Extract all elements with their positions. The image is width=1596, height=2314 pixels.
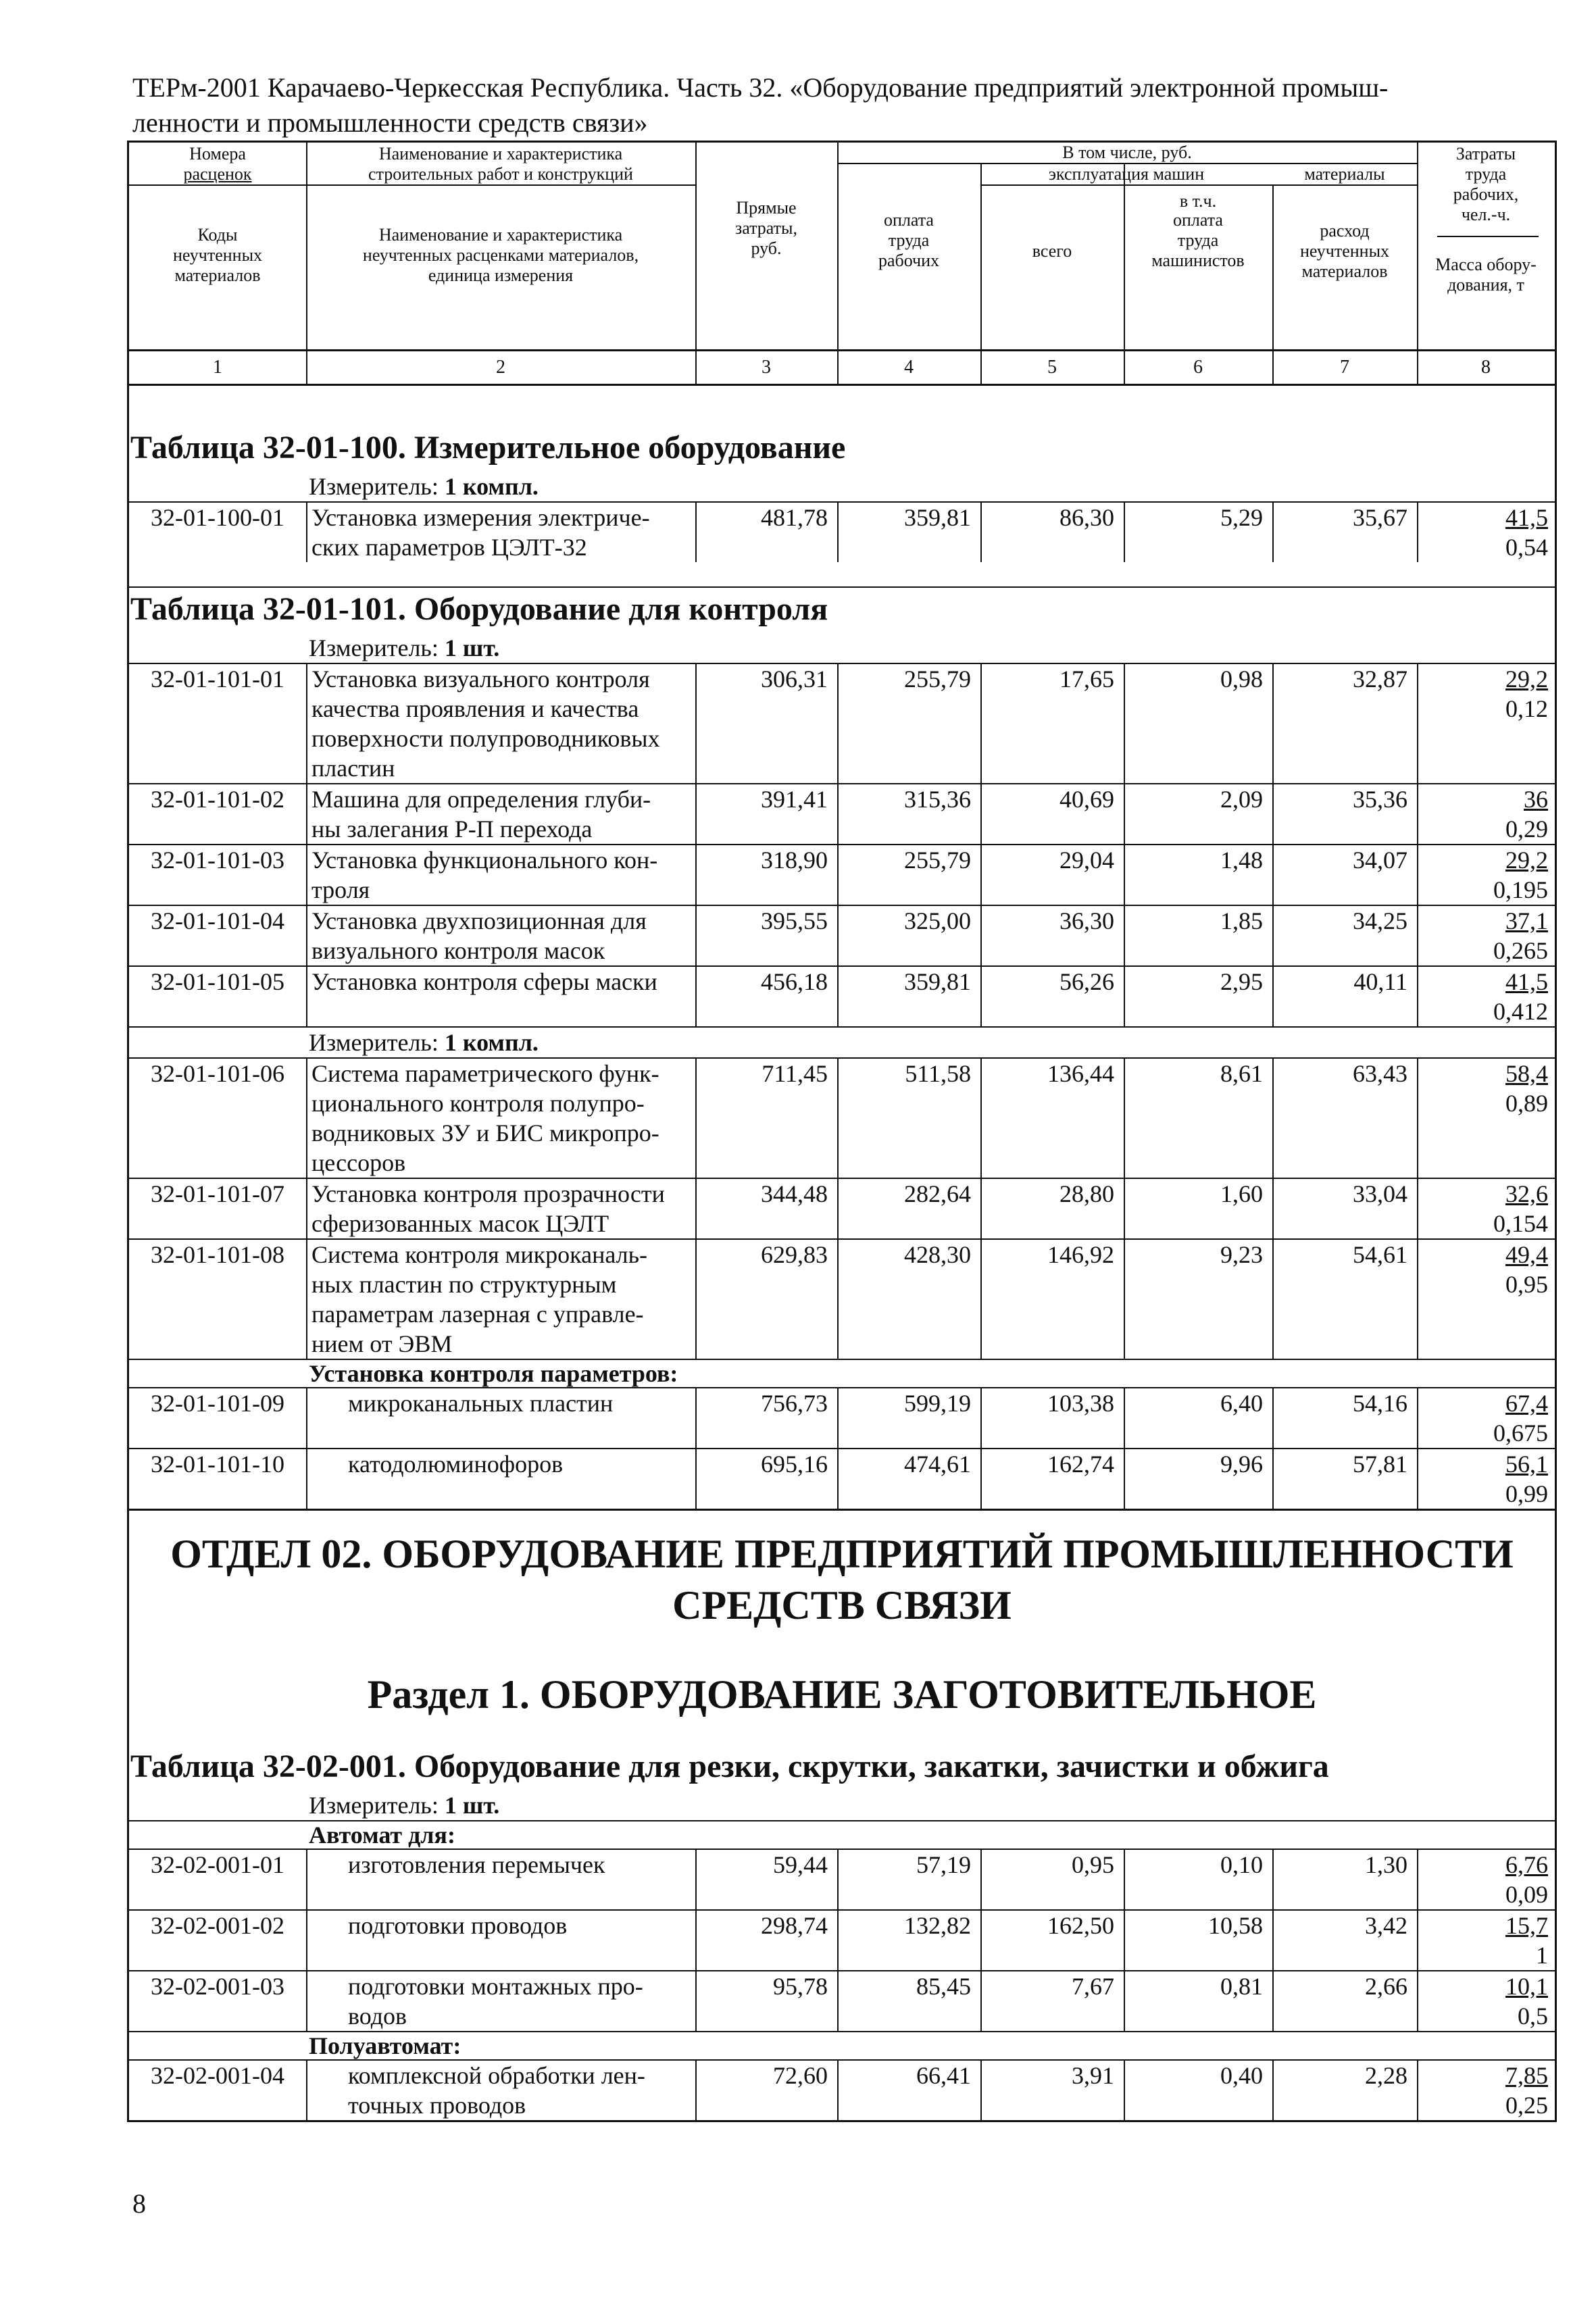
work-name-line: изготовления перемычек <box>348 1851 605 1878</box>
labor-hours: 6,76 <box>1505 1851 1548 1878</box>
table-row <box>129 1238 1555 1359</box>
table-row <box>129 1970 1555 2031</box>
labor-hours: 36 <box>1524 786 1548 813</box>
labor-mass <box>1417 1971 1555 2031</box>
labor-mass <box>1417 1179 1555 1238</box>
machinist-pay: 9,23 <box>1124 1240 1272 1359</box>
col-num-8: 8 <box>1481 357 1491 378</box>
labor-hours: 32,6 <box>1505 1180 1548 1207</box>
rate-code: 32-01-100-01 <box>151 504 284 531</box>
work-name-line: микроканальных пластин <box>348 1390 614 1417</box>
equipment-mass: 0,12 <box>1505 695 1548 722</box>
col-naim-1: Наименование и характеристика <box>378 144 623 164</box>
col-oplata-2: труда <box>888 230 930 250</box>
materials-cost: 57,81 <box>1272 1449 1417 1509</box>
work-name-line: пластин <box>311 755 395 782</box>
machinist-pay: 8,61 <box>1124 1059 1272 1178</box>
rate-code: 32-02-001-04 <box>151 2062 284 2089</box>
machinist-pay: 0,98 <box>1124 664 1272 783</box>
col-rashod-1: расход <box>1320 221 1370 241</box>
col-num-6: 6 <box>1193 357 1203 378</box>
work-name-line: нием от ЭВМ <box>311 1330 453 1357</box>
table-row <box>129 965 1555 1026</box>
work-name <box>306 2061 695 2120</box>
labor-mass <box>1417 1449 1555 1509</box>
direct-costs: 456,18 <box>695 967 837 1026</box>
col-zatraty-1: Затраты <box>1455 144 1516 164</box>
col-oplata-3: рабочих <box>878 251 940 270</box>
materials-cost: 34,25 <box>1272 906 1417 965</box>
col-naim-3: Наименование и характеристика <box>378 225 623 245</box>
machine-total: 86,30 <box>980 503 1124 562</box>
col-pryamye-2: затраты, <box>734 218 797 238</box>
work-name <box>306 784 695 844</box>
equipment-mass: 0,25 <box>1505 2092 1548 2119</box>
work-name-line: Установка контроля сферы маски <box>311 968 657 995</box>
col-naim-5: единица измерения <box>428 266 574 285</box>
col-pryamye-1: Прямые <box>736 198 797 218</box>
col-vtch-2: оплата <box>1173 210 1223 230</box>
machine-total: 103,38 <box>980 1388 1124 1448</box>
work-name-line: Установка контроля прозрачности <box>311 1180 665 1207</box>
price-table <box>127 141 1557 2122</box>
col-oplata-1: оплата <box>884 210 934 230</box>
labor-pay: 255,79 <box>837 845 980 905</box>
machine-total: 162,50 <box>980 1911 1124 1970</box>
work-name-line: Установка функционального кон- <box>311 847 658 874</box>
machinist-pay: 6,40 <box>1124 1388 1272 1448</box>
labor-mass <box>1417 664 1555 783</box>
equipment-mass: 0,154 <box>1493 1210 1548 1237</box>
labor-pay: 325,00 <box>837 906 980 965</box>
work-name-line: визуального контроля масок <box>311 937 605 964</box>
col-num-7: 7 <box>1340 357 1349 378</box>
materials-cost: 34,07 <box>1272 845 1417 905</box>
equipment-mass: 0,412 <box>1493 998 1548 1025</box>
group-label: Автомат для: <box>129 1820 1555 1848</box>
machinist-pay: 0,40 <box>1124 2061 1272 2120</box>
direct-costs: 306,31 <box>695 664 837 783</box>
column-numbers <box>129 351 1555 386</box>
equipment-mass: 0,29 <box>1505 815 1548 842</box>
labor-pay: 85,45 <box>837 1971 980 2031</box>
equipment-mass: 0,54 <box>1505 534 1548 561</box>
labor-pay: 315,36 <box>837 784 980 844</box>
col-nomera: Номера <box>189 144 246 164</box>
equipment-mass: 0,195 <box>1493 876 1548 903</box>
col-num-2: 2 <box>496 357 505 378</box>
work-name <box>306 1388 695 1448</box>
labor-pay: 359,81 <box>837 503 980 562</box>
equipment-mass: 1 <box>1536 1942 1548 1969</box>
machinist-pay: 1,85 <box>1124 906 1272 965</box>
work-name-line: катодолюминофоров <box>348 1451 564 1478</box>
labor-mass <box>1417 1388 1555 1448</box>
work-name-line: ских параметров ЦЭЛТ-32 <box>311 534 587 561</box>
col-num-5: 5 <box>1047 357 1057 378</box>
labor-mass <box>1417 967 1555 1026</box>
col-naim-2: строительных работ и конструкций <box>368 164 633 184</box>
machinist-pay: 0,10 <box>1124 1850 1272 1909</box>
work-name-line: ных пластин по структурным <box>311 1271 617 1298</box>
work-name-line: подготовки проводов <box>348 1912 568 1939</box>
work-name-line: сферизованных масок ЦЭЛТ <box>311 1210 609 1237</box>
labor-mass <box>1417 503 1555 562</box>
machine-total: 0,95 <box>980 1850 1124 1909</box>
col-neuchtennyh: неучтенных <box>172 245 263 265</box>
column-header <box>129 141 1555 351</box>
equipment-mass: 0,265 <box>1493 937 1548 964</box>
rate-code: 32-02-001-01 <box>151 1851 284 1878</box>
labor-hours: 41,5 <box>1505 968 1548 995</box>
work-name-line: параметрам лазерная с управле- <box>311 1301 644 1328</box>
labor-hours: 56,1 <box>1505 1451 1548 1478</box>
direct-costs: 695,16 <box>695 1449 837 1509</box>
machine-total: 3,91 <box>980 2061 1124 2120</box>
rate-code: 32-01-101-05 <box>151 968 284 995</box>
col-pryamye-3: руб. <box>751 238 782 258</box>
col-vsego: всего <box>1032 241 1072 261</box>
col-kody: Коды <box>197 225 238 245</box>
work-name-line: качества проявления и качества <box>311 695 639 722</box>
rate-code: 32-01-101-09 <box>151 1390 284 1417</box>
machine-total: 17,65 <box>980 664 1124 783</box>
col-rashod-2: неучтенных <box>1299 241 1390 261</box>
work-name-line: водов <box>348 2003 407 2030</box>
labor-hours: 41,5 <box>1505 504 1548 531</box>
work-name-line: Система параметрического функ- <box>311 1060 659 1087</box>
rate-code: 32-01-101-03 <box>151 847 284 874</box>
machinist-pay: 9,96 <box>1124 1449 1272 1509</box>
col-vtch-1: в т.ч. <box>1179 191 1217 211</box>
work-name-line: ционального контроля полупро- <box>311 1090 645 1117</box>
col-materialov: материалов <box>174 266 261 285</box>
rate-code: 32-02-001-02 <box>151 1912 284 1939</box>
labor-mass <box>1417 1850 1555 1909</box>
materials-cost: 35,67 <box>1272 503 1417 562</box>
materials-cost: 54,61 <box>1272 1240 1417 1359</box>
work-name-line: подготовки монтажных про- <box>348 1973 643 2000</box>
labor-hours: 58,4 <box>1505 1060 1548 1087</box>
measure-unit: Измеритель: 1 шт. <box>309 1792 500 1819</box>
table-row <box>129 905 1555 965</box>
table-row <box>129 1448 1555 1509</box>
machine-total: 56,26 <box>980 967 1124 1026</box>
machine-total: 146,92 <box>980 1240 1124 1359</box>
machine-total: 7,67 <box>980 1971 1124 2031</box>
work-name-line: троля <box>311 876 370 903</box>
measure-unit: Измеритель: 1 шт. <box>309 634 500 661</box>
subsection-heading: Раздел 1. ОБОРУДОВАНИЕ ЗАГОТОВИТЕЛЬНОЕ <box>367 1672 1317 1717</box>
equipment-mass: 0,5 <box>1518 2003 1548 2030</box>
direct-costs: 391,41 <box>695 784 837 844</box>
col-zatraty-4: чел.-ч. <box>1461 205 1511 224</box>
table-row <box>129 1387 1555 1448</box>
direct-costs: 756,73 <box>695 1388 837 1448</box>
equipment-mass: 0,89 <box>1505 1090 1548 1117</box>
table-row <box>129 844 1555 905</box>
machine-total: 29,04 <box>980 845 1124 905</box>
section-heading: ОТДЕЛ 02. ОБОРУДОВАНИЕ ПРЕДПРИЯТИЙ ПРОМЫШЛЕННОСТИ СРЕДСТВ СВЯЗИ <box>129 1509 1555 1644</box>
col-massa-1: Масса обору- <box>1435 255 1537 274</box>
machine-total: 162,74 <box>980 1449 1124 1509</box>
labor-pay: 474,61 <box>837 1449 980 1509</box>
work-name <box>306 1240 695 1359</box>
group-label: Полуавтомат: <box>129 2031 1555 2059</box>
work-name <box>306 906 695 965</box>
machinist-pay: 0,81 <box>1124 1971 1272 2031</box>
machine-total: 36,30 <box>980 906 1124 965</box>
col-naim-4: неучтенных расценками материалов, <box>362 245 639 265</box>
labor-hours: 7,85 <box>1505 2062 1548 2089</box>
materials-cost: 2,28 <box>1272 2061 1417 2120</box>
rate-code: 32-01-101-10 <box>151 1451 284 1478</box>
measure-unit: Измеритель: 1 компл. <box>309 473 539 500</box>
col-vtom: В том числе, руб. <box>1062 143 1192 162</box>
col-num-1: 1 <box>213 357 222 378</box>
labor-mass <box>1417 784 1555 844</box>
direct-costs: 59,44 <box>695 1850 837 1909</box>
table-row <box>129 501 1555 562</box>
work-name-line: Установка двухпозиционная для <box>311 907 647 934</box>
labor-mass <box>1417 1240 1555 1359</box>
col-rascenok: расценок <box>183 164 252 184</box>
materials-cost: 3,42 <box>1272 1911 1417 1970</box>
work-name-line: Установка измерения электриче- <box>311 504 650 531</box>
header-line-1: ТЕРм-2001 Карачаево-Черкесская Республика. Часть 32. «Оборудование предприятий электронной промыш- <box>132 72 1389 103</box>
labor-mass <box>1417 845 1555 905</box>
labor-mass <box>1417 2061 1555 2120</box>
machine-total: 28,80 <box>980 1179 1124 1238</box>
labor-mass <box>1417 1059 1555 1178</box>
col-materialy: материалы <box>1304 164 1385 184</box>
labor-hours: 67,4 <box>1505 1390 1548 1417</box>
labor-pay: 599,19 <box>837 1388 980 1448</box>
header-line-2: ленности и промышленности средств связи» <box>132 107 648 138</box>
work-name <box>306 1850 695 1909</box>
col-vtch-4: машинистов <box>1151 251 1245 270</box>
table-row <box>129 1057 1555 1178</box>
col-num-4: 4 <box>904 357 914 378</box>
labor-pay: 255,79 <box>837 664 980 783</box>
measure-unit: Измеритель: 1 компл. <box>129 1026 1555 1057</box>
table-row <box>129 663 1555 783</box>
machine-total: 40,69 <box>980 784 1124 844</box>
direct-costs: 95,78 <box>695 1971 837 2031</box>
col-rashod-3: материалов <box>1301 261 1388 281</box>
table-row <box>129 783 1555 844</box>
labor-hours: 15,7 <box>1505 1912 1548 1939</box>
group-label: Установка контроля параметров: <box>129 1359 1555 1387</box>
col-ekspl: эксплуатация машин <box>1048 164 1205 184</box>
work-name <box>306 1179 695 1238</box>
table-row <box>129 1909 1555 1970</box>
table-row <box>129 2059 1555 2120</box>
direct-costs: 629,83 <box>695 1240 837 1359</box>
table-title-32-02-001: Таблица 32-02-001. Оборудование для резки, скрутки, закатки, зачистки и обжига <box>130 1749 1329 1784</box>
work-name <box>306 1449 695 1509</box>
machinist-pay: 10,58 <box>1124 1911 1272 1970</box>
page-header <box>132 70 1484 141</box>
equipment-mass: 0,09 <box>1505 1881 1548 1908</box>
work-name-line: Установка визуального контроля <box>311 665 650 693</box>
labor-hours: 29,2 <box>1505 847 1548 874</box>
work-name <box>306 503 695 562</box>
direct-costs: 344,48 <box>695 1179 837 1238</box>
work-name-line: цессоров <box>311 1149 406 1176</box>
page-number: 8 <box>132 2188 146 2219</box>
labor-pay: 282,64 <box>837 1179 980 1238</box>
equipment-mass: 0,675 <box>1493 1419 1548 1447</box>
materials-cost: 54,16 <box>1272 1388 1417 1448</box>
materials-cost: 1,30 <box>1272 1850 1417 1909</box>
labor-hours: 10,1 <box>1505 1973 1548 2000</box>
table-row <box>129 1848 1555 1909</box>
work-name-line: поверхности полупроводниковых <box>311 725 660 752</box>
labor-pay: 132,82 <box>837 1911 980 1970</box>
work-name-line: ны залегания Р-П перехода <box>311 815 593 842</box>
equipment-mass: 0,95 <box>1505 1271 1548 1298</box>
work-name <box>306 1059 695 1178</box>
col-massa-2: дования, т <box>1447 275 1524 295</box>
labor-mass <box>1417 1911 1555 1970</box>
machinist-pay: 1,48 <box>1124 845 1272 905</box>
machinist-pay: 5,29 <box>1124 503 1272 562</box>
equipment-mass: 0,99 <box>1505 1480 1548 1507</box>
labor-pay: 511,58 <box>837 1059 980 1178</box>
col-num-3: 3 <box>762 357 771 378</box>
labor-pay: 359,81 <box>837 967 980 1026</box>
direct-costs: 481,78 <box>695 503 837 562</box>
materials-cost: 2,66 <box>1272 1971 1417 2031</box>
labor-pay: 57,19 <box>837 1850 980 1909</box>
machinist-pay: 1,60 <box>1124 1179 1272 1238</box>
col-zatraty-2: труда <box>1465 164 1507 184</box>
rate-code: 32-01-101-01 <box>151 665 284 693</box>
rate-code: 32-01-101-04 <box>151 907 284 934</box>
direct-costs: 711,45 <box>695 1059 837 1178</box>
direct-costs: 318,90 <box>695 845 837 905</box>
materials-cost: 40,11 <box>1272 967 1417 1026</box>
rate-code: 32-01-101-02 <box>151 786 284 813</box>
direct-costs: 72,60 <box>695 2061 837 2120</box>
rate-code: 32-01-101-07 <box>151 1180 284 1207</box>
work-name-line: точных проводов <box>348 2092 526 2119</box>
work-name-line: Система контроля микроканаль- <box>311 1241 648 1268</box>
direct-costs: 298,74 <box>695 1911 837 1970</box>
materials-cost: 63,43 <box>1272 1059 1417 1178</box>
work-name <box>306 664 695 783</box>
work-name <box>306 1911 695 1970</box>
table-title-32-01-100: Таблица 32-01-100. Измерительное оборудование <box>130 430 846 466</box>
labor-hours: 29,2 <box>1505 665 1548 693</box>
rate-code: 32-01-101-06 <box>151 1060 284 1087</box>
rate-code: 32-02-001-03 <box>151 1973 284 2000</box>
labor-pay: 428,30 <box>837 1240 980 1359</box>
work-name-line: Машина для определения глуби- <box>311 786 651 813</box>
work-name <box>306 1971 695 2031</box>
labor-hours: 49,4 <box>1505 1241 1548 1268</box>
machinist-pay: 2,95 <box>1124 967 1272 1026</box>
rate-code: 32-01-101-08 <box>151 1241 284 1268</box>
table-title-32-01-101: Таблица 32-01-101. Оборудование для контроля <box>129 586 1555 633</box>
materials-cost: 35,36 <box>1272 784 1417 844</box>
direct-costs: 395,55 <box>695 906 837 965</box>
machinist-pay: 2,09 <box>1124 784 1272 844</box>
materials-cost: 33,04 <box>1272 1179 1417 1238</box>
table-row <box>129 1178 1555 1238</box>
col-vtch-3: труда <box>1177 230 1219 250</box>
labor-hours: 37,1 <box>1505 907 1548 934</box>
labor-mass <box>1417 906 1555 965</box>
materials-cost: 32,87 <box>1272 664 1417 783</box>
work-name <box>306 845 695 905</box>
work-name <box>306 967 695 1026</box>
labor-pay: 66,41 <box>837 2061 980 2120</box>
work-name-line: комплексной обработки лен- <box>348 2062 645 2089</box>
col-zatraty-3: рабочих, <box>1453 184 1519 204</box>
machine-total: 136,44 <box>980 1059 1124 1178</box>
work-name-line: водниковых ЗУ и БИС микропро- <box>311 1120 659 1147</box>
